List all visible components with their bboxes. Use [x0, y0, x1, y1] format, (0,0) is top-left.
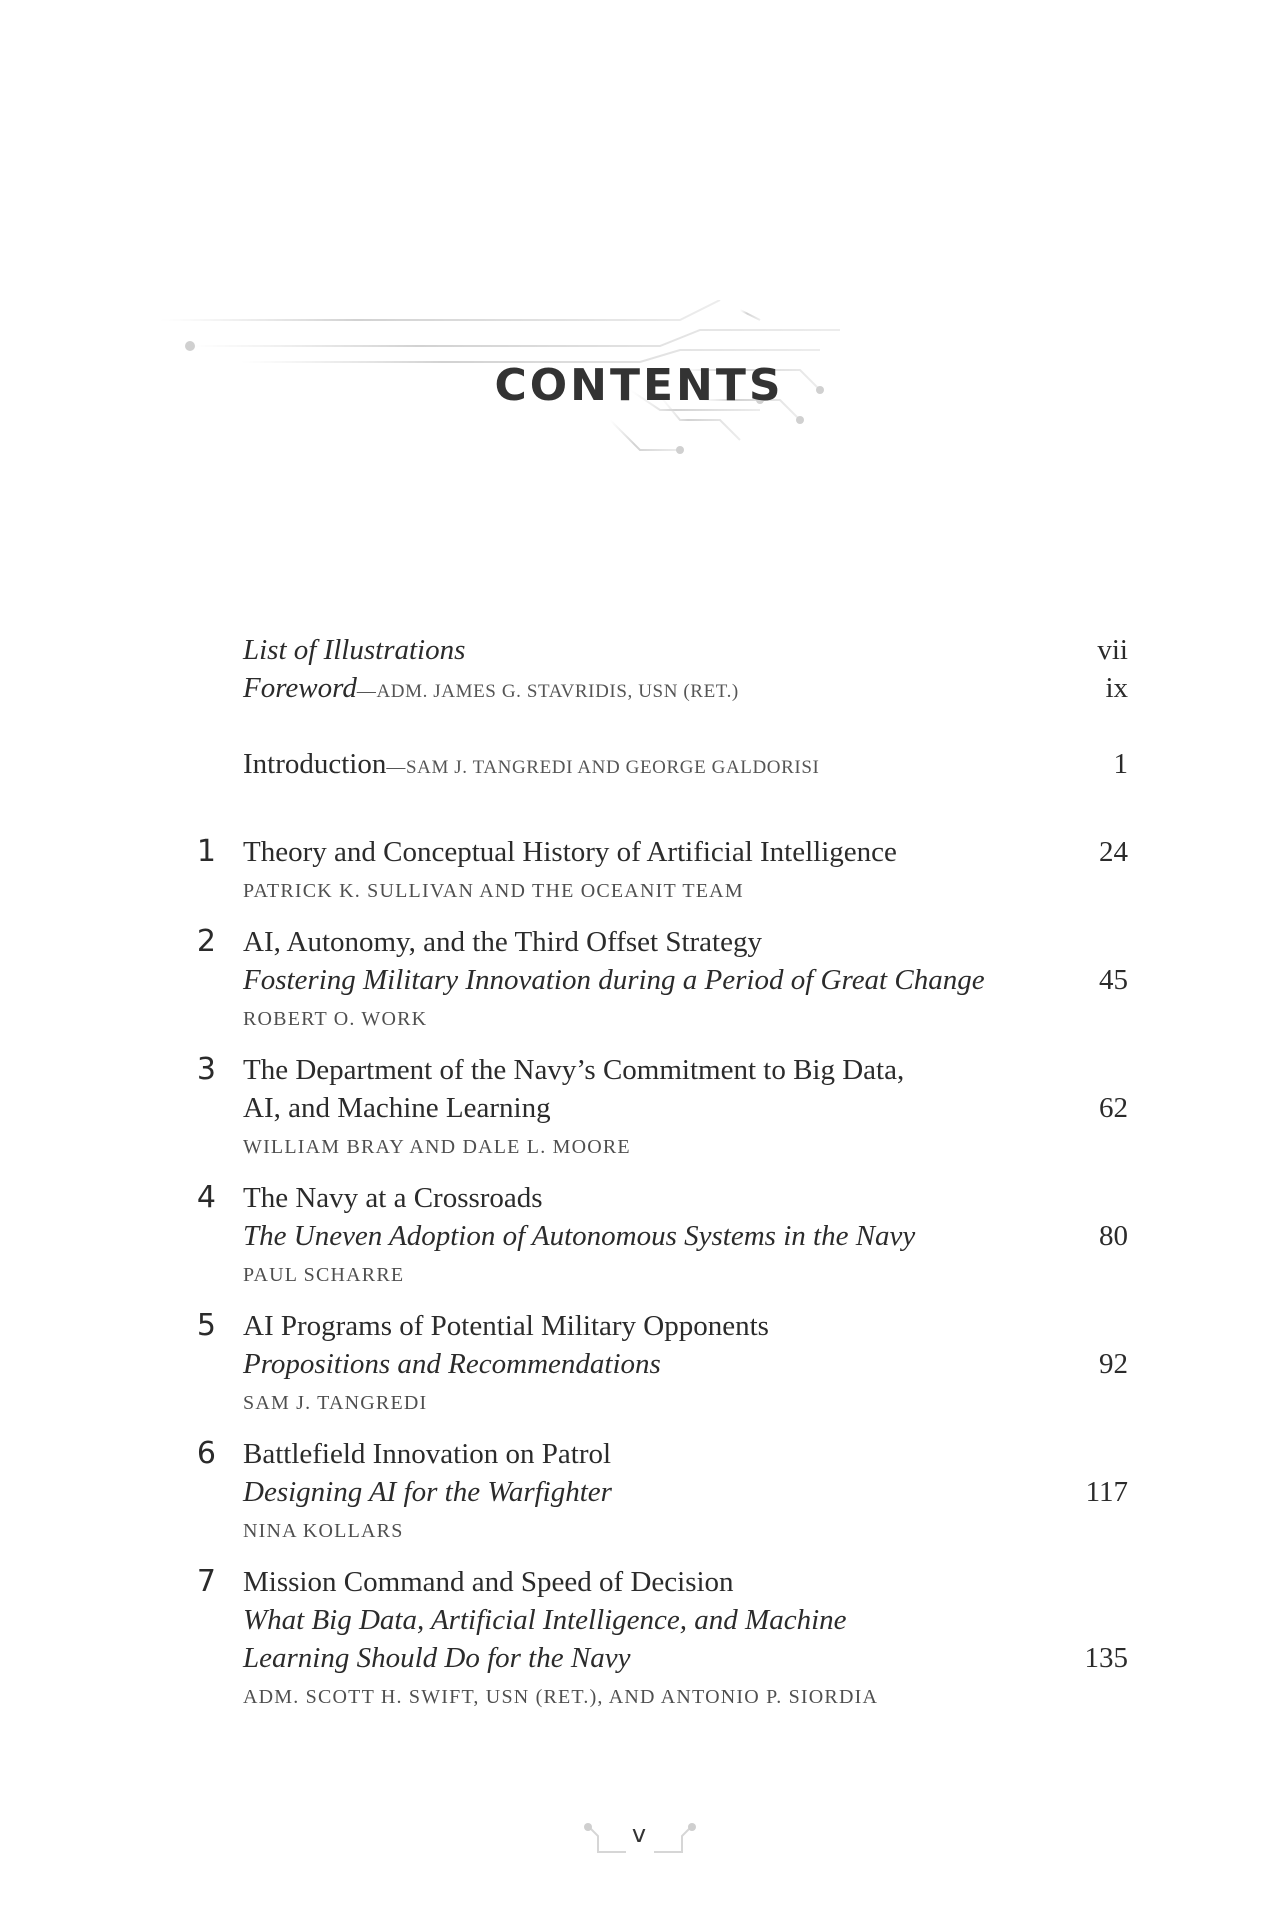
chapter-subtitle: The Uneven Adoption of Autonomous Systems in the Navy [243, 1220, 916, 1252]
chapter-title[interactable]: AI Programs of Potential Military Opponents [243, 1310, 769, 1342]
page-number: ix [1105, 672, 1128, 704]
chapter-subtitle: What Big Data, Artificial Intelligence, and Machine [243, 1604, 847, 1636]
chapter-title[interactable]: AI, Autonomy, and the Third Offset Strategy [243, 926, 762, 958]
chapter-title[interactable]: Theory and Conceptual History of Artificial Intelligence [243, 836, 897, 868]
chapter-author: PAUL SCHARRE [243, 1264, 405, 1286]
chapter-subtitle: Designing AI for the Warfighter [243, 1476, 612, 1508]
page-number: 1 [1113, 748, 1128, 780]
toc-entry-introduction[interactable] [243, 746, 819, 786]
chapter-title[interactable]: Battlefield Innovation on Patrol [243, 1438, 612, 1470]
page-number: 80 [1099, 1220, 1128, 1252]
chapter-author: ROBERT O. WORK [243, 1008, 428, 1030]
chapter-subtitle: Fostering Military Innovation during a Period of Great Change [243, 964, 985, 996]
chapter-number: 4 [196, 1180, 216, 1215]
chapter-number: 5 [196, 1308, 216, 1343]
chapter-author: NINA KOLLARS [243, 1520, 404, 1542]
page-number: 24 [1099, 836, 1128, 868]
chapter-title[interactable]: The Department of the Navy’s Commitment to Big Data, [243, 1054, 905, 1086]
entry-title: Introduction [243, 748, 387, 780]
chapter-number: 7 [196, 1564, 216, 1599]
entry-byline: —ADM. JAMES G. STAVRIDIS, USN (RET.) [356, 681, 739, 702]
page-number: 117 [1085, 1476, 1128, 1508]
chapter-title[interactable]: Mission Command and Speed of Decision [243, 1566, 734, 1598]
chapter-author: ADM. SCOTT H. SWIFT, USN (RET.), AND ANTONIO P. SIORDIA [243, 1686, 879, 1708]
chapter-author: PATRICK K. SULLIVAN AND THE OCEANIT TEAM [243, 880, 744, 902]
chapter-title-continued: AI, and Machine Learning [243, 1092, 551, 1124]
page-number: 92 [1099, 1348, 1128, 1380]
chapter-number: 3 [196, 1052, 216, 1087]
entry-title: List of Illustrations [243, 634, 466, 666]
toc-entry-foreword[interactable] [243, 670, 739, 710]
entry-byline: —SAM J. TANGREDI AND GEORGE GALDORISI [386, 757, 820, 778]
chapter-number: 2 [196, 924, 216, 959]
page-number: vii [1097, 634, 1128, 666]
page-number: 45 [1099, 964, 1128, 996]
chapter-title[interactable]: The Navy at a Crossroads [243, 1182, 543, 1214]
chapter-author: WILLIAM BRAY AND DALE L. MOORE [243, 1136, 631, 1158]
entry-title: Foreword [243, 672, 357, 704]
page-heading: CONTENTS [494, 360, 784, 411]
page-folio: v [631, 1820, 647, 1848]
chapter-number: 6 [196, 1436, 216, 1471]
chapter-subtitle: Propositions and Recommendations [243, 1348, 661, 1380]
page-number: 62 [1099, 1092, 1128, 1124]
chapter-number: 1 [196, 834, 216, 869]
chapter-author: SAM J. TANGREDI [243, 1392, 428, 1414]
chapter-subtitle-continued: Learning Should Do for the Navy [243, 1642, 631, 1674]
page-number: 135 [1084, 1642, 1128, 1674]
toc-entry-list-of-illustrations[interactable] [243, 632, 465, 668]
